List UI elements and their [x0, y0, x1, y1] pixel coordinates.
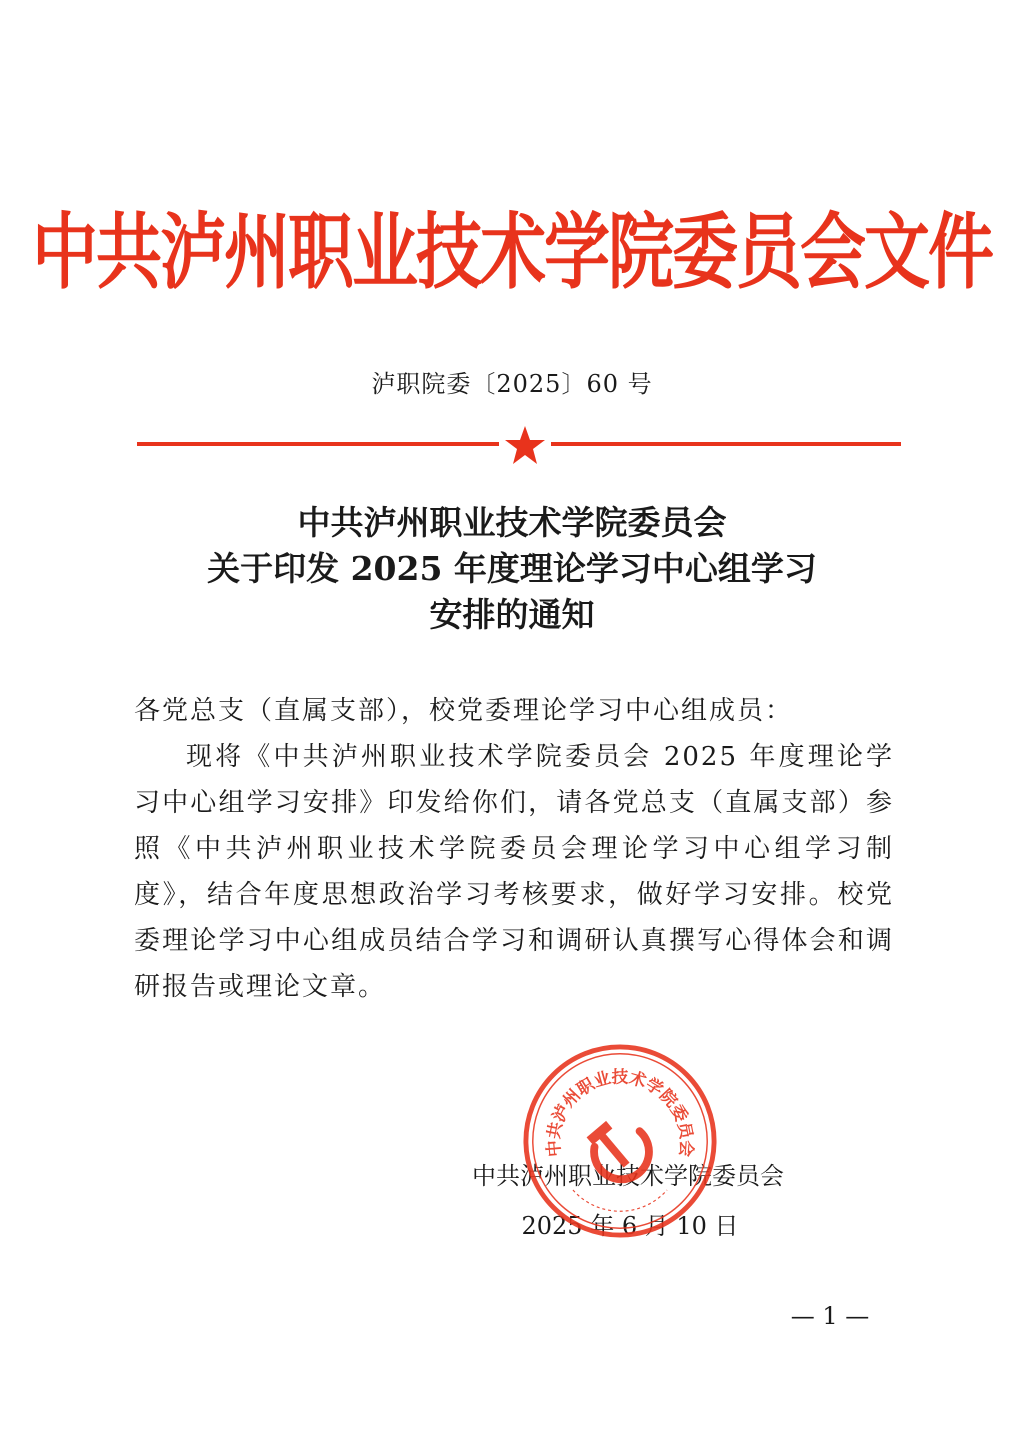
document-body — [134, 688, 894, 1010]
separator-line-right — [551, 442, 901, 446]
salutation: 各党总支（直属支部），校党委理论学习中心组成员： — [134, 696, 794, 726]
body-paragraph: 现将《中共泸州职业技术学院委员会 2025 年度理论学习中心组学习安排》印发给你们，请各党总支（直属支部）参照《中共泸州职业技术学院委员会理论学习中心组学习制度》，结合年度思想政治学习考核要求，做好学习安排。校党委理论学习中心组成员结合学习和调研认真撰写心得体会和调研报告或理论文章。 — [134, 742, 894, 1002]
signature-organization: 中共泸州职业技术学院委员会 — [472, 1162, 784, 1190]
document-number: 泸职院委〔2025〕60 号 — [371, 370, 653, 398]
red-separator — [137, 425, 901, 465]
official-seal-icon — [522, 1043, 718, 1239]
title-line-2: 关于印发 2025 年度理论学习中心组学习 — [207, 549, 817, 588]
star-icon — [504, 425, 546, 465]
hammer-sickle-icon — [587, 1121, 649, 1179]
document-title — [0, 500, 1024, 638]
title-line-3: 安排的通知 — [429, 595, 595, 634]
svg-text:中共泸州职业技术学院委员会 — [543, 1067, 697, 1158]
seal-text: 中共泸州职业技术学院委员会 — [543, 1067, 697, 1158]
page-number: — 1 — — [790, 1302, 870, 1330]
separator-line-left — [137, 442, 499, 446]
title-line-1: 中共泸州职业技术学院委员会 — [297, 503, 727, 542]
document-masthead: 中共泸州职业技术学院委员会文件 — [32, 204, 992, 301]
signature-date: 2025 年 6 月 10 日 — [521, 1212, 739, 1240]
